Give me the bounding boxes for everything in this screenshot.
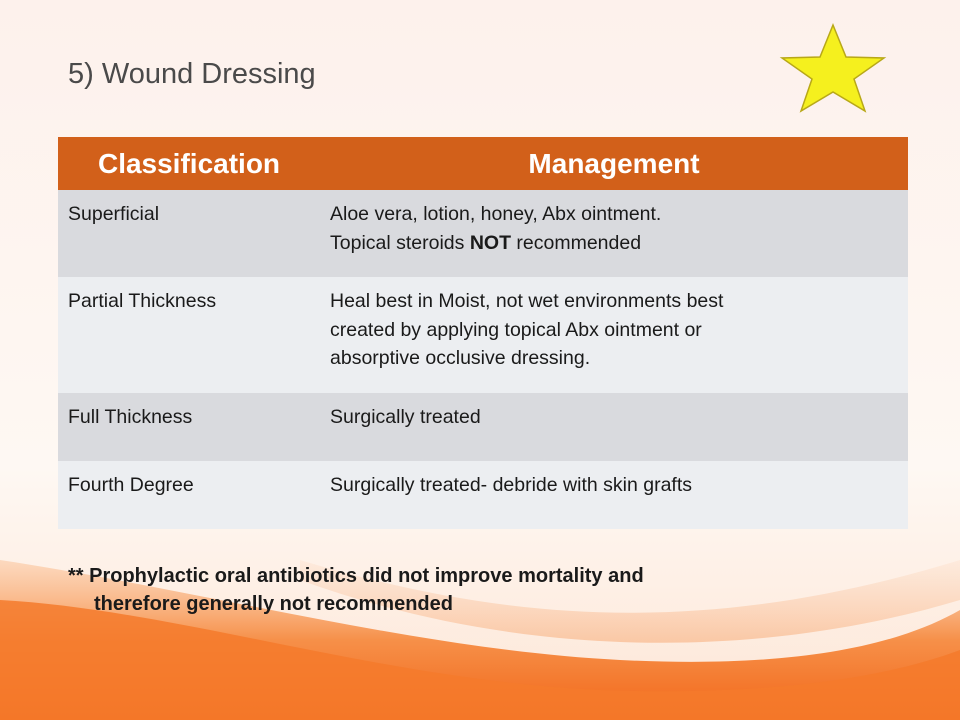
slide-title: 5) Wound Dressing bbox=[68, 58, 316, 90]
management-cell bbox=[320, 461, 908, 529]
column-header-management: Management bbox=[320, 137, 908, 190]
management-cell bbox=[320, 190, 908, 277]
table-header-row bbox=[58, 137, 908, 190]
management-cell bbox=[320, 393, 908, 461]
table-row bbox=[58, 393, 908, 461]
table-row bbox=[58, 190, 908, 277]
management-line: absorptive occlusive dressing. bbox=[330, 347, 591, 369]
management-line: Heal best in Moist, not wet environments best bbox=[330, 290, 724, 312]
footnote bbox=[68, 562, 644, 618]
table-row bbox=[58, 461, 908, 529]
footnote-line-1: ** Prophylactic oral antibiotics did not improve mortality and bbox=[68, 565, 644, 587]
wound-dressing-table bbox=[58, 137, 908, 529]
emphasis-not: NOT bbox=[469, 231, 511, 254]
management-line-pre: Topical steroids bbox=[330, 231, 470, 254]
star-icon bbox=[778, 22, 888, 114]
management-line-post: recommended bbox=[511, 231, 642, 254]
footnote-line-2: therefore generally not recommended bbox=[94, 593, 453, 615]
management-cell bbox=[320, 277, 908, 393]
column-header-classification: Classification bbox=[58, 137, 320, 190]
management-line: Aloe vera, lotion, honey, Abx ointment. bbox=[330, 203, 662, 225]
table-row bbox=[58, 277, 908, 393]
classification-cell: Superficial bbox=[58, 190, 320, 277]
classification-cell: Fourth Degree bbox=[58, 461, 320, 529]
management-line: Surgically treated- debride with skin grafts bbox=[330, 474, 692, 496]
management-line: created by applying topical Abx ointment or bbox=[330, 318, 702, 341]
management-line: Surgically treated bbox=[330, 406, 481, 428]
classification-cell: Partial Thickness bbox=[58, 277, 320, 393]
classification-cell: Full Thickness bbox=[58, 393, 320, 461]
